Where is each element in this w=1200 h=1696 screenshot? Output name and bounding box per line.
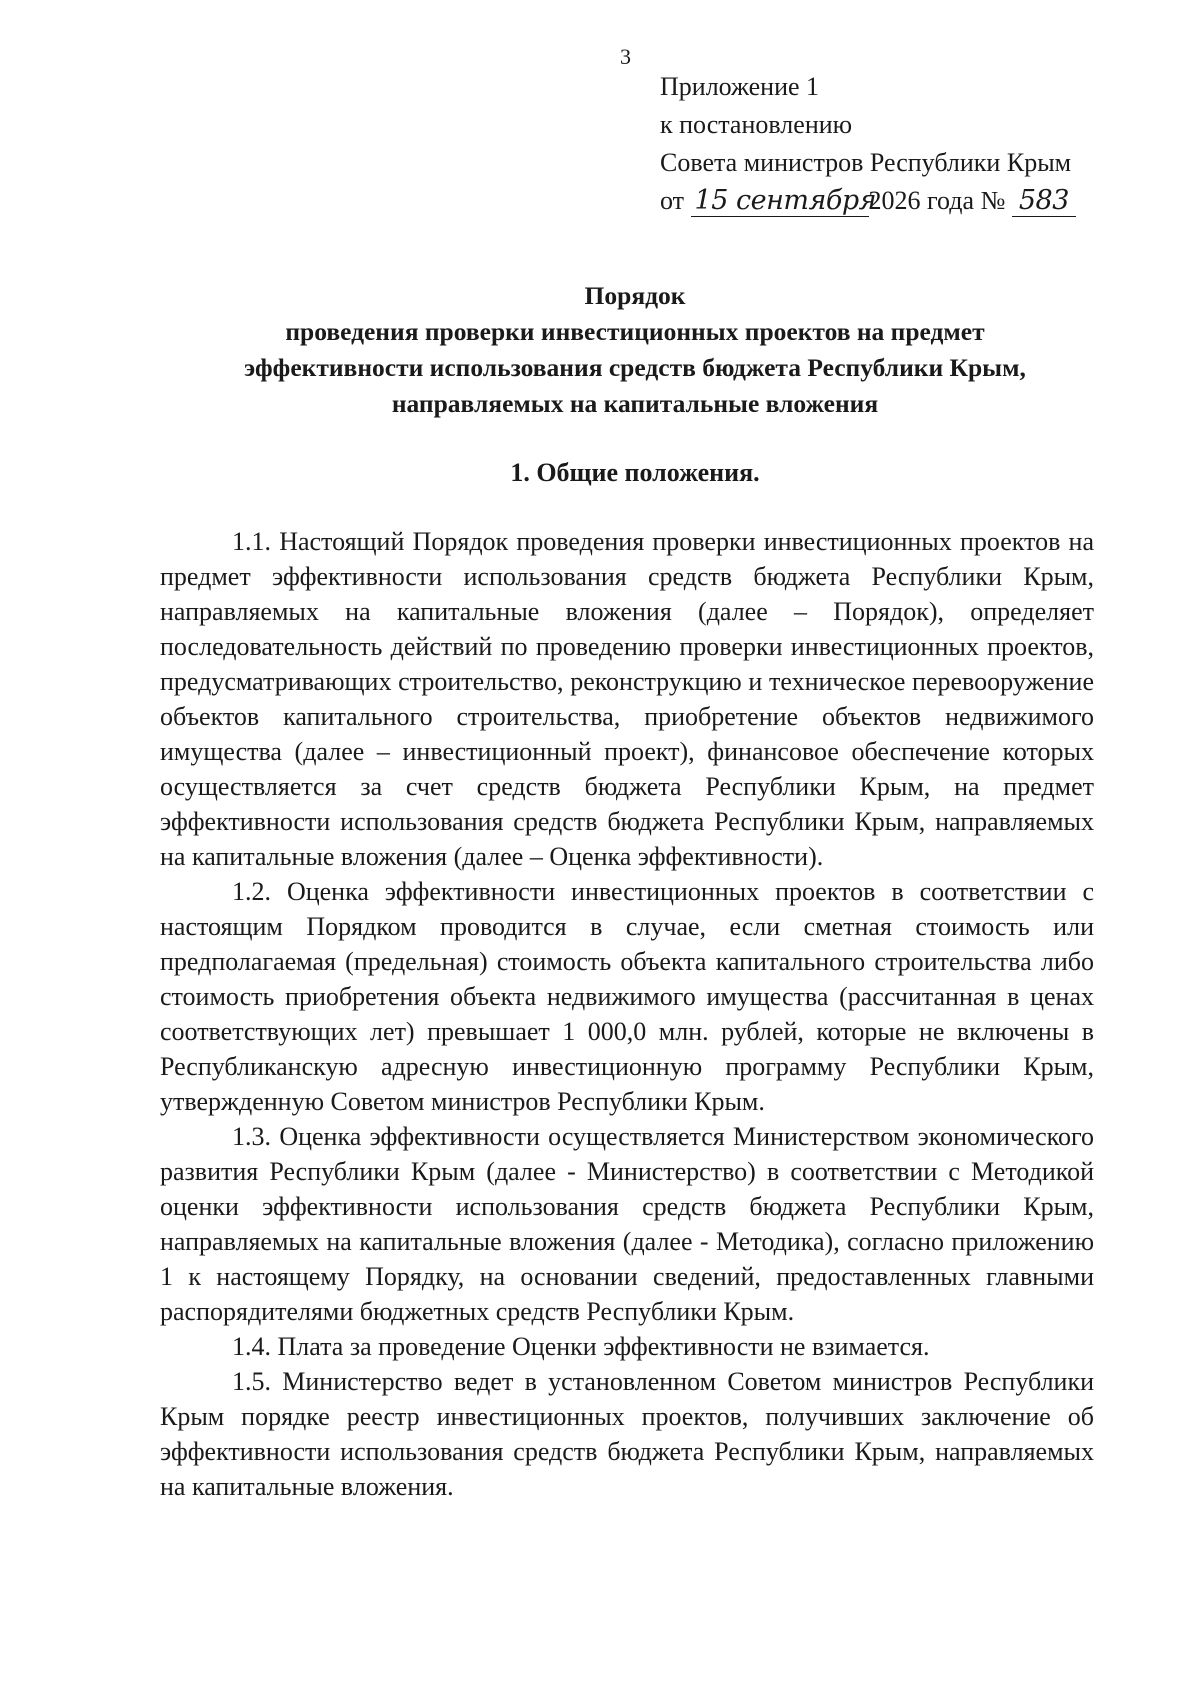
paragraph-1-5: 1.5. Министерство ведет в установленном Советом министров Республики Крым порядке реестр инвестиционных проектов, получивших заключение об эффективности использования средств бюджета Республики Крым, направляемых на капитальные вложения. <box>160 1367 1094 1501</box>
title-line-1: Порядок <box>584 281 686 310</box>
title-line-4: направляемых на капитальные вложения <box>391 389 879 418</box>
appendix-line-3: Совета министров Республики Крым <box>660 148 1072 177</box>
year-text: 2026 года № <box>868 186 1006 215</box>
paragraph-1-3: 1.3. Оценка эффективности осуществляется Министерством экономического развития Республики Крым (далее - Министерство) в соответствии с Методикой оценки эффективности использования средств бюджета Республики Крым, направляемых на капитальные вложения (далее - Методика), согласно приложению 1 к настоящему Порядку, на основании сведений, предоставленных главными распорядителями бюджетных средств Республики Крым. <box>160 1122 1094 1326</box>
appendix-line-1: Приложение 1 <box>660 72 820 101</box>
document-title <box>0 278 1200 422</box>
handwritten-number: 583 <box>1012 186 1076 217</box>
title-line-3: эффективности использования средств бюджета Республики Крым, <box>244 353 1026 382</box>
paragraph-1-1: 1.1. Настоящий Порядок проведения проверки инвестиционных проектов на предмет эффективности использования средств бюджета Республики Крым, направляемых на капитальные вложения (далее – Порядок), определяет последовательность действий по проведению проверки инвестиционных проектов, предусматривающих строительство, реконструкцию и техническое перевооружение объектов капитального строительства, приобретение объектов недвижимого имущества (далее – инвестиционный проект), финансовое обеспечение которых осуществляется за счет средств бюджета Республики Крым, на предмет эффективности использования средств бюджета Республики Крым, направляемых на капитальные вложения (далее – Оценка эффективности). <box>160 527 1094 871</box>
appendix-date-line <box>660 182 1076 220</box>
title-line-2: проведения проверки инвестиционных проектов на предмет <box>285 317 985 346</box>
date-prefix: от <box>660 186 685 215</box>
appendix-header <box>660 68 1076 220</box>
paragraph-1-2: 1.2. Оценка эффективности инвестиционных проектов в соответствии с настоящим Порядком проводится в случае, если сметная стоимость или предполагаемая (предельная) стоимость объекта капитального строительства либо стоимость приобретения объекта недвижимого имущества (рассчитанная в ценах соответствующих лет) превышает 1 000,0 млн. рублей, которые не включены в Республиканскую адресную инвестиционную программу Республики Крым, утвержденную Советом министров Республики Крым. <box>160 877 1094 1116</box>
appendix-line-2: к постановлению <box>660 110 853 139</box>
page-number: 3 <box>620 44 631 69</box>
section-heading: 1. Общие положения. <box>510 458 760 487</box>
paragraph-1-4: 1.4. Плата за проведение Оценки эффективности не взимается. <box>232 1332 930 1361</box>
document-body <box>160 524 1094 1504</box>
handwritten-date: 15 сентября <box>691 186 869 217</box>
